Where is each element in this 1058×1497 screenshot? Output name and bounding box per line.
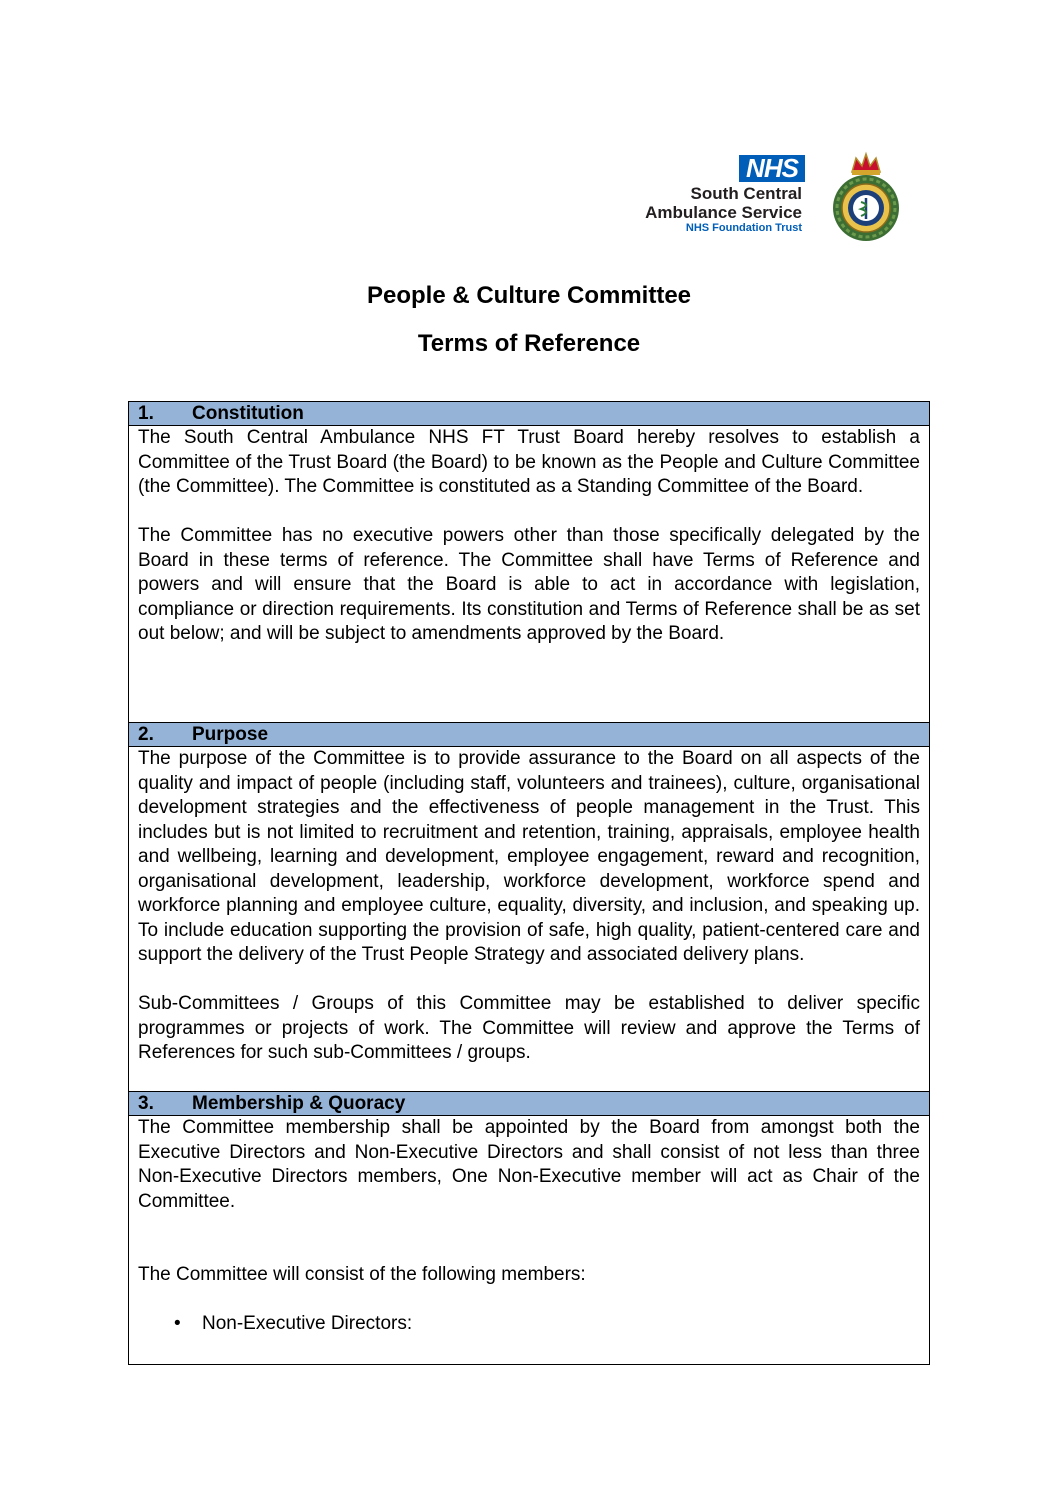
document-subtitle: Terms of Reference	[417, 330, 641, 357]
section-body-constitution	[129, 426, 929, 723]
paragraph: The Committee has no executive powers other than those specifically delegated by the Board in these terms of reference. The Committee shall have Terms of Reference and powers and will ensure that the Board is able to act in accordance with legislation, compliance or direction requirements. Its constitution and Terms of Reference shall be as set out below; and will be subject to amendments approved by the Board.	[138, 525, 920, 644]
paragraph: The South Central Ambulance NHS FT Trust Board hereby resolves to establish a Committee of the Trust Board (the Board) to be known as the People and Culture Committee (the Committee). The Committee is constituted as a Standing Committee of the Board.	[138, 427, 920, 497]
paragraph: Sub-Committees / Groups of this Committee may be established to deliver specific programmes or projects of work. The Committee will review and approve the Terms of References for such sub-Committees / groups.	[138, 993, 920, 1063]
section-heading: Purpose	[192, 724, 269, 745]
terms-table	[128, 401, 930, 1365]
section-header-membership	[129, 1092, 929, 1116]
section-header-constitution	[129, 402, 929, 426]
org-name-line1: South Central	[690, 184, 802, 203]
list-item: • Non-Executive Directors:	[138, 1312, 920, 1337]
section-number: 3.	[138, 1093, 154, 1114]
section-body-purpose	[129, 747, 929, 1092]
org-name	[645, 184, 802, 222]
member-list	[138, 1312, 920, 1337]
section-heading: Membership & Quoracy	[192, 1093, 406, 1114]
document-title: People & Culture Committee	[366, 282, 692, 309]
org-name-line2: Ambulance Service	[645, 203, 802, 222]
paragraph: The Committee membership shall be appointed by the Board from amongst both the Executive Directors and Non-Executive Directors and shall consist of not less than three Non-Executive Directors members, One Non-Executive member will act as Chair of the Committee.	[138, 1117, 920, 1212]
section-heading: Constitution	[192, 403, 304, 424]
section-number: 2.	[138, 724, 154, 745]
paragraph: The Committee will consist of the following members:	[138, 1264, 586, 1285]
nhs-logo: NHS	[739, 155, 805, 182]
org-subtitle: NHS Foundation Trust	[685, 222, 802, 234]
section-body-membership	[129, 1116, 929, 1365]
section-number: 1.	[138, 403, 154, 424]
section-header-purpose	[129, 723, 929, 747]
trust-logo	[632, 150, 912, 250]
paragraph: The purpose of the Committee is to provide assurance to the Board on all aspects of the quality and impact of people (including staff, volunteers and trainees), culture, organisational development strategies and the effectiveness of people management in the Trust. This includes but is not limited to recruitment and retention, training, appraisals, employee health and wellbeing, learning and development, employee engagement, reward and recognition, organisational development, leadership, workforce development, workforce spend and workforce planning and employee culture, equality, diversity, and inclusion, and speaking up. To include education supporting the provision of safe, high quality, patient-centered care and support the delivery of the Trust People Strategy and associated delivery plans.	[138, 748, 920, 965]
royal-crest-icon	[828, 150, 904, 246]
